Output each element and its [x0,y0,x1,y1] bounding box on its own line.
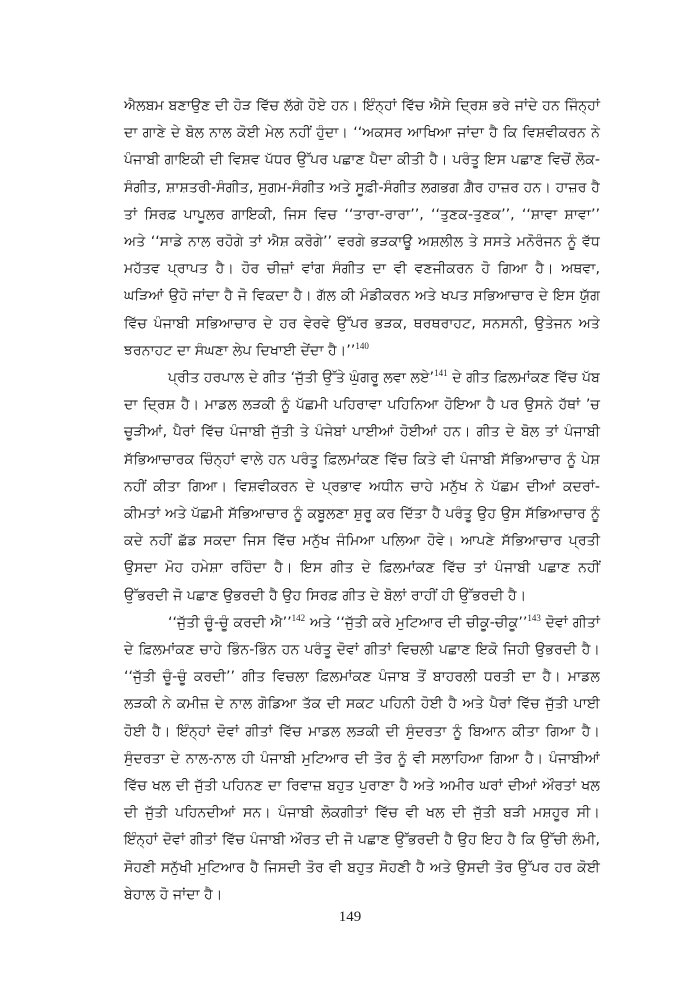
paragraph-text: ਦੇ ਗੀਤ ਫ਼ਿਲਮਾਂਕਣ ਵਿੱਚ ਪੱਬ ਦਾ ਦ੍ਰਿਸ਼ ਹੈ। ਮਾਡਲ ਲੜਕੀ ਨੂੰ ਪੱਛਮੀ ਪਹਿਰਾਵਾ ਪਹਿਨਿਆ ਹੋਇਆ ਹੈ ਪਰ ਉਸਨੇ ਹੱਥਾਂ ’ਚ ਚੂੜੀਆਂ, ਪੈਰਾਂ ਵਿੱਚ ਪੰਜਾਬੀ ਜੁੱਤੀ ਤੇ ਪੰਜੇਬਾਂ ਪਾਈਆਂ ਹੋਈਆਂ ਹਨ। ਗੀਤ ਦੇ ਬੋਲ ਤਾਂ ਪੰਜਾਬੀ ਸੱਭਿਆਚਾਰਕ ਚਿੰਨ੍ਹਾਂ ਵਾਲੇ ਹਨ ਪਰੰਤੂ ਫ਼ਿਲਮਾਂਕਣ ਵਿੱਚ ਕਿਤੇ ਵੀ ਪੰਜਾਬੀ ਸੱਭਿਆਚਾਰ ਨੂੰ ਪੇਸ਼ ਨਹੀਂ ਕੀਤਾ ਗਿਆ। ਵਿਸ਼ਵੀਕਰਨ ਦੇ ਪ੍ਰਭਾਵ ਅਧੀਨ ਚਾਹੇ ਮਨੁੱਖ ਨੇ ਪੱਛਮ ਦੀਆਂ ਕਦਰਾਂ-ਕੀਮਤਾਂ ਅਤੇ ਪੱਛਮੀ ਸੱਭਿਆਚਾਰ ਨੂੰ ਕਬੂਲਣਾ ਸ਼ੁਰੂ ਕਰ ਦਿੱਤਾ ਹੈ ਪਰੰਤੂ ਉਹ ਉਸ ਸੱਭਿਆਚਾਰ ਨੂੰ ਕਦੇ ਨਹੀਂ ਛੱਡ ਸਕਦਾ ਜਿਸ ਵਿੱਚ ਮਨੁੱਖ ਜੰਮਿਆ ਪਲਿਆ ਹੋਵੇ। ਆਪਣੇ ਸੱਭਿਆਚਾਰ ਪ੍ਰਤੀ ਉਸਦਾ ਮੋਹ ਹਮੇਸ਼ਾ ਰਹਿੰਦਾ ਹੈ। ਇਸ ਗੀਤ ਦੇ ਫ਼ਿਲਮਾਂਕਣ ਵਿੱਚ ਤਾਂ ਪੰਜਾਬੀ ਪਛਾਣ ਨਹੀਂ ਉੱਭਰਦੀ ਜੋ ਪਛਾਣ ਉਭਰਦੀ ਹੈ ਉਹ ਸਿਰਫ਼ ਗੀਤ ਦੇ ਬੋਲਾਂ ਰਾਹੀਂ ਹੀ ਉੱਭਰਦੀ ਹੈ। [124,370,600,604]
footnote-marker: 141 [434,368,448,379]
page-number: 149 [338,909,362,925]
paragraph-text: ਪ੍ਰੀਤ ਹਰਪਾਲ ਦੇ ਗੀਤ ‘ਜੁੱਤੀ ਉੱਤੇ ਘੁੰਗਰੂ ਲਵਾ ਲਏ’ [168,370,435,387]
paragraph-1 [124,93,600,365]
paragraph-text: ਦੋਵਾਂ ਗੀਤਾਂ ਦੇ ਫ਼ਿਲਮਾਂਕਣ ਚਾਹੇ ਭਿੰਨ-ਭਿੰਨ ਹਨ ਪਰੰਤੂ ਦੋਵਾਂ ਗੀਤਾਂ ਵਿਚਲੀ ਪਛਾਣ ਇਕੋ ਜਿਹੀ ਉਭਰਦੀ ਹੈ। ‘‘ਜੁੱਤੀ ਚੂੰ-ਚੂੰ ਕਰਦੀ’’ ਗੀਤ ਵਿਚਲਾ ਫ਼ਿਲਮਾਂਕਣ ਪੰਜਾਬ ਤੋਂ ਬਾਹਰਲੀ ਧਰਤੀ ਦਾ ਹੈ। ਮਾਡਲ ਲੜਕੀ ਨੇ ਕਮੀਜ਼ ਦੇ ਨਾਲ ਗੋਡਿਆ ਤੱਕ ਦੀ ਸਕਟ ਪਹਿਨੀ ਹੋਈ ਹੈ ਅਤੇ ਪੈਰਾਂ ਵਿੱਚ ਜੁੱਤੀ ਪਾਈ ਹੋਈ ਹੈ। ਇੰਨ੍ਹਾਂ ਦੋਵਾਂ ਗੀਤਾਂ ਵਿੱਚ ਮਾਡਲ ਲੜਕੀ ਦੀ ਸੁੰਦਰਤਾ ਨੂੰ ਬਿਆਨ ਕੀਤਾ ਗਿਆ ਹੈ। ਸੁੰਦਰਤਾ ਦੇ ਨਾਲ-ਨਾਲ ਹੀ ਪੰਜਾਬੀ ਮੁਟਿਆਰ ਦੀ ਤੋਰ ਨੂੰ ਵੀ ਸਲਾਹਿਆ ਗਿਆ ਹੈ। ਪੰਜਾਬੀਆਂ ਵਿੱਚ ਖਲ ਦੀ ਜੁੱਤੀ ਪਹਿਨਣ ਦਾ ਰਿਵਾਜ਼ ਬਹੁਤ ਪੁਰਾਣਾ ਹੈ ਅਤੇ ਅਮੀਰ ਘਰਾਂ ਦੀਆਂ ਔਰਤਾਂ ਖਲ ਦੀ ਜੁੱਤੀ ਪਹਿਨਦੀਆਂ ਸਨ। ਪੰਜਾਬੀ ਲੋਕਗੀਤਾਂ ਵਿੱਚ ਵੀ ਖਲ ਦੀ ਜੁੱਤੀ ਬੜੀ ਮਸ਼ਹੂਰ ਸੀ। ਇੰਨ੍ਹਾਂ ਦੋਵਾਂ ਗੀਤਾਂ ਵਿੱਚ ਪੰਜਾਬੀ ਔਰਤ ਦੀ ਜੋ ਪਛਾਣ ਉੱਭਰਦੀ ਹੈ ਉਹ ਇਹ ਹੈ ਕਿ ਉੱਚੀ ਲੰਮੀ, ਸੋਹਣੀ ਸਨੁੱਖੀ ਮੁਟਿਆਰ ਹੈ ਜਿਸਦੀ ਤੋਰ ਵੀ ਬਹੁਤ ਸੋਹਣੀ ਹੈ ਅਤੇ ਉਸਦੀ ਤੋਰ ਉੱਪਰ ਹਰ ਕੋਈ ਬੇਹਾਲ ਹੋ ਜਾਂਦਾ ਹੈ। [124,614,600,903]
paragraph-text: ‘‘ਜੁੱਤੀ ਚੂੰ-ਚੂੰ ਕਰਦੀ ਐ’’ [168,614,292,631]
footnote-marker: 142 [291,612,306,623]
paragraph-text: ਅਤੇ ‘‘ਜੁੱਤੀ ਕਰੇ ਮੁਟਿਆਰ ਦੀ ਚੀਕੂ-ਚੀਕੂ’’ [305,614,528,631]
footnote-marker: 143 [527,612,541,623]
footnote-marker: 140 [355,340,369,351]
paragraph-text: ਐਲਬਮ ਬਣਾਉਣ ਦੀ ਹੋੜ ਵਿੱਚ ਲੱਗੇ ਹੋਏ ਹਨ। ਇੰਨ੍ਹਾਂ ਵਿੱਚ ਐਸੇ ਦ੍ਰਿਸ਼ ਭਰੇ ਜਾਂਦੇ ਹਨ ਜਿੰਨ੍ਹਾਂ ਦਾ ਗਾਣੇ ਦੇ ਬੋਲ ਨਾਲ ਕੋਈ ਮੇਲ ਨਹੀਂ ਹੁੰਦਾ। ‘‘ਅਕਸਰ ਆਖਿਆ ਜਾਂਦਾ ਹੈ ਕਿ ਵਿਸ਼ਵੀਕਰਨ ਨੇ ਪੰਜਾਬੀ ਗਾਇਕੀ ਦੀ ਵਿਸ਼ਵ ਪੱਧਰ ਉੱਪਰ ਪਛਾਣ ਪੈਦਾ ਕੀਤੀ ਹੈ। ਪਰੰਤੂ ਇਸ ਪਛਾਣ ਵਿਚੋਂ ਲੋਕ-ਸੰਗੀਤ, ਸ਼ਾਸ਼ਤਰੀ-ਸੰਗੀਤ, ਸੁਗਮ-ਸੰਗੀਤ ਅਤੇ ਸੂਫ਼ੀ-ਸੰਗੀਤ ਲਗਭਗ ਗ਼ੈਰ ਹਾਜ਼ਰ ਹਨ। ਹਾਜ਼ਰ ਹੈ ਤਾਂ ਸਿਰਫ਼ ਪਾਪੂਲਰ ਗਾਇਕੀ, ਜਿਸ ਵਿਚ ‘‘ਤਾਰਾ-ਰਾਰਾ’’, ‘‘ਤੁਣਕ-ਤੁਣਕ’’, ‘‘ਸ਼ਾਵਾ ਸ਼ਾਵਾ’’ ਅਤੇ ‘‘ਸਾਡੇ ਨਾਲ ਰਹੋਗੇ ਤਾਂ ਐਸ਼ ਕਰੋਗੇ’’ ਵਰਗੇ ਭੜਕਾਊ ਅਸ਼ਲੀਲ ਤੇ ਸਸਤੇ ਮਨੋਰੰਜਨ ਨੂੰ ਵੱਧ ਮਹੱਤਵ ਪ੍ਰਾਪਤ ਹੈ। ਹੋਰ ਚੀਜ਼ਾਂ ਵਾਂਗ ਸੰਗੀਤ ਦਾ ਵੀ ਵਣਜੀਕਰਨ ਹੋ ਗਿਆ ਹੈ। ਅਥਵਾ, ਘੜਿਆਂ ਉਹੋ ਜਾਂਦਾ ਹੈ ਜੋ ਵਿਕਦਾ ਹੈ। ਗੱਲ ਕੀ ਮੰਡੀਕਰਨ ਅਤੇ ਖਪਤ ਸਭਿਆਚਾਰ ਦੇ ਇਸ ਯੁੱਗ ਵਿੱਚ ਪੰਜਾਬੀ ਸਭਿਆਚਾਰ ਦੇ ਹਰ ਵੇਰਵੇ ਉੱਪਰ ਭੜਕ, ਥਰਥਰਾਹਟ, ਸਨਸਨੀ, ਉਤੇਜਨ ਅਤੇ ਝਰਨਾਹਟ ਦਾ ਸੰਘਣਾ ਲੇਪ ਦਿਖਾਈ ਦੇਂਦਾ ਹੈ।’’ [124,98,600,359]
paragraph-3 [124,610,600,909]
body-text [124,93,600,909]
paragraph-2 [124,365,600,610]
